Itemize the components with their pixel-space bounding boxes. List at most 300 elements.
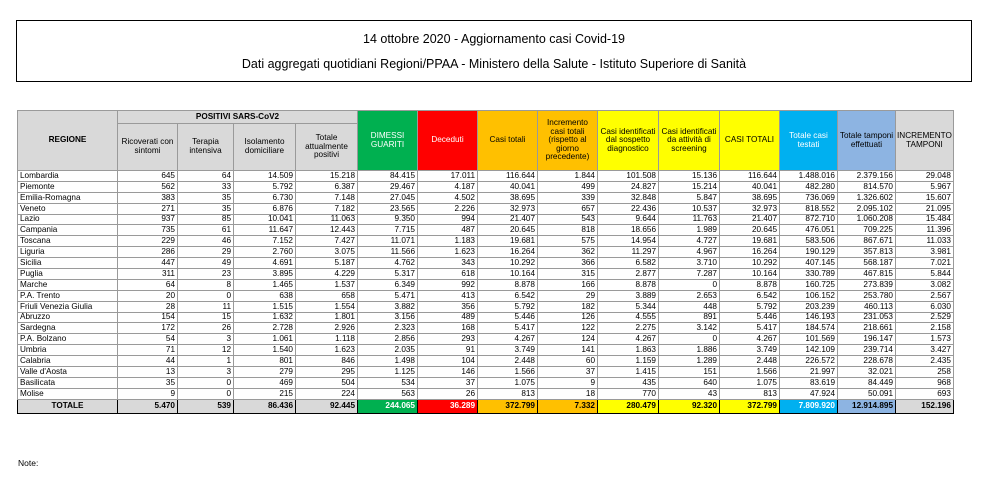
total-cell: 12.914.895 <box>838 399 896 413</box>
data-cell: 218.661 <box>838 323 896 334</box>
data-cell: 1.632 <box>234 312 296 323</box>
data-cell: 5.317 <box>358 269 418 280</box>
data-cell: 343 <box>418 258 478 269</box>
data-cell: 339 <box>538 192 598 203</box>
data-cell: 1.573 <box>896 334 954 345</box>
data-cell: 3.889 <box>598 290 659 301</box>
data-cell: 16.264 <box>478 247 538 258</box>
data-cell: 937 <box>118 214 178 225</box>
data-cell: 15.218 <box>296 171 358 182</box>
data-cell: 2.448 <box>478 356 538 367</box>
data-cell: 29.467 <box>358 181 418 192</box>
data-cell: 315 <box>538 269 598 280</box>
region-name-cell: Piemonte <box>18 181 118 192</box>
region-name-cell: Lombardia <box>18 171 118 182</box>
data-cell: 2.877 <box>598 269 659 280</box>
data-cell: 575 <box>538 236 598 247</box>
data-cell: 253.780 <box>838 290 896 301</box>
data-cell: 37 <box>418 377 478 388</box>
data-cell: 196.147 <box>838 334 896 345</box>
data-cell: 21.997 <box>780 367 838 378</box>
data-cell: 1.623 <box>418 247 478 258</box>
data-cell: 14.954 <box>598 236 659 247</box>
data-cell: 818 <box>538 225 598 236</box>
data-cell: 122 <box>538 323 598 334</box>
data-cell: 295 <box>296 367 358 378</box>
data-cell: 154 <box>118 312 178 323</box>
data-cell: 20.645 <box>478 225 538 236</box>
data-cell: 818.552 <box>780 203 838 214</box>
data-cell: 640 <box>659 377 720 388</box>
table-row <box>18 279 954 290</box>
region-name-cell: Sicilia <box>18 258 118 269</box>
col-header-ricoverati: Ricoverati con sintomi <box>118 124 178 171</box>
total-cell: 280.479 <box>598 399 659 413</box>
data-cell: 1.537 <box>296 279 358 290</box>
region-name-cell: Friuli Venezia Giulia <box>18 301 118 312</box>
data-cell: 32.973 <box>720 203 780 214</box>
data-cell: 2.323 <box>358 323 418 334</box>
data-cell: 9.644 <box>598 214 659 225</box>
data-cell: 1.488.016 <box>780 171 838 182</box>
data-cell: 28 <box>118 301 178 312</box>
data-cell: 2.095.102 <box>838 203 896 214</box>
data-cell: 7.148 <box>296 192 358 203</box>
data-cell: 160.725 <box>780 279 838 290</box>
total-cell: 539 <box>178 399 234 413</box>
data-cell: 814.570 <box>838 181 896 192</box>
data-cell: 10.164 <box>720 269 780 280</box>
data-cell: 190.129 <box>780 247 838 258</box>
data-cell: 17.011 <box>418 171 478 182</box>
data-cell: 1.498 <box>358 356 418 367</box>
data-cell: 12.443 <box>296 225 358 236</box>
data-cell: 5.344 <box>598 301 659 312</box>
table-row <box>18 192 954 203</box>
data-cell: 0 <box>178 388 234 399</box>
data-cell: 6.730 <box>234 192 296 203</box>
data-cell: 813 <box>478 388 538 399</box>
data-cell: 239.714 <box>838 345 896 356</box>
col-header-incremento-tamponi: INCREMENTO TAMPONI <box>896 111 954 171</box>
table-row <box>18 214 954 225</box>
data-cell: 168 <box>418 323 478 334</box>
data-cell: 85 <box>178 214 234 225</box>
data-cell: 460.113 <box>838 301 896 312</box>
data-cell: 279 <box>234 367 296 378</box>
data-cell: 258 <box>896 367 954 378</box>
data-cell: 1.060.208 <box>838 214 896 225</box>
data-cell: 383 <box>118 192 178 203</box>
data-cell: 47.924 <box>780 388 838 399</box>
total-cell: 92.445 <box>296 399 358 413</box>
data-cell: 4.502 <box>418 192 478 203</box>
data-cell: 24.827 <box>598 181 659 192</box>
data-cell: 13 <box>118 367 178 378</box>
data-cell: 226.572 <box>780 356 838 367</box>
data-cell: 116.644 <box>478 171 538 182</box>
data-cell: 6.387 <box>296 181 358 192</box>
data-cell: 6.582 <box>598 258 659 269</box>
data-cell: 407.145 <box>780 258 838 269</box>
data-cell: 657 <box>538 203 598 214</box>
data-cell: 4.267 <box>720 334 780 345</box>
data-cell: 482.280 <box>780 181 838 192</box>
total-cell: 244.065 <box>358 399 418 413</box>
data-cell: 5.446 <box>720 312 780 323</box>
data-cell: 84.449 <box>838 377 896 388</box>
data-cell: 1.465 <box>234 279 296 290</box>
data-cell: 12 <box>178 345 234 356</box>
region-name-cell: Abruzzo <box>18 312 118 323</box>
total-cell: 152.196 <box>896 399 954 413</box>
data-cell: 32.021 <box>838 367 896 378</box>
data-cell: 9 <box>538 377 598 388</box>
data-cell: 813 <box>720 388 780 399</box>
data-cell: 50.091 <box>838 388 896 399</box>
data-cell: 32.973 <box>478 203 538 214</box>
data-cell: 2.379.156 <box>838 171 896 182</box>
data-cell: 563 <box>358 388 418 399</box>
total-cell: 36.289 <box>418 399 478 413</box>
data-cell: 3.981 <box>896 247 954 258</box>
data-cell: 1.566 <box>720 367 780 378</box>
data-cell: 10.292 <box>720 258 780 269</box>
data-cell: 2.275 <box>598 323 659 334</box>
data-cell: 35 <box>118 377 178 388</box>
group-header-positivi: POSITIVI SARS-CoV2 <box>118 111 358 124</box>
data-cell: 29.048 <box>896 171 954 182</box>
data-cell: 2.728 <box>234 323 296 334</box>
data-cell: 645 <box>118 171 178 182</box>
region-name-cell: Puglia <box>18 269 118 280</box>
data-cell: 19.681 <box>478 236 538 247</box>
data-cell: 3.075 <box>296 247 358 258</box>
data-cell: 487 <box>418 225 478 236</box>
data-cell: 224 <box>296 388 358 399</box>
data-cell: 1.886 <box>659 345 720 356</box>
data-cell: 447 <box>118 258 178 269</box>
data-cell: 413 <box>418 290 478 301</box>
col-header-casi-totali-2: CASI TOTALI <box>720 111 780 171</box>
data-cell: 476.051 <box>780 225 838 236</box>
region-name-cell: Umbria <box>18 345 118 356</box>
data-cell: 2.760 <box>234 247 296 258</box>
data-cell: 182 <box>538 301 598 312</box>
totals-label: TOTALE <box>18 399 118 413</box>
data-cell: 60 <box>538 356 598 367</box>
data-cell: 534 <box>358 377 418 388</box>
data-cell: 101.508 <box>598 171 659 182</box>
data-cell: 3.082 <box>896 279 954 290</box>
data-cell: 7.715 <box>358 225 418 236</box>
data-cell: 5.471 <box>358 290 418 301</box>
data-cell: 568.187 <box>838 258 896 269</box>
data-cell: 64 <box>178 171 234 182</box>
data-cell: 18.656 <box>598 225 659 236</box>
data-cell: 499 <box>538 181 598 192</box>
data-cell: 10.164 <box>478 269 538 280</box>
data-cell: 293 <box>418 334 478 345</box>
data-cell: 29 <box>178 247 234 258</box>
data-cell: 4.967 <box>659 247 720 258</box>
data-cell: 271 <box>118 203 178 214</box>
data-cell: 9 <box>118 388 178 399</box>
data-cell: 357.813 <box>838 247 896 258</box>
data-cell: 770 <box>598 388 659 399</box>
region-name-cell: Liguria <box>18 247 118 258</box>
col-header-tamponi: Totale tamponi effettuati <box>838 111 896 171</box>
data-cell: 231.053 <box>838 312 896 323</box>
table-row <box>18 388 954 399</box>
data-cell: 330.789 <box>780 269 838 280</box>
data-cell: 106.152 <box>780 290 838 301</box>
data-cell: 4.555 <box>598 312 659 323</box>
table-row <box>18 236 954 247</box>
data-cell: 40.041 <box>478 181 538 192</box>
data-cell: 16.264 <box>720 247 780 258</box>
data-cell: 32.848 <box>598 192 659 203</box>
data-cell: 46 <box>178 236 234 247</box>
data-cell: 1.566 <box>478 367 538 378</box>
table-row <box>18 258 954 269</box>
data-cell: 5.446 <box>478 312 538 323</box>
data-cell: 658 <box>296 290 358 301</box>
table-row <box>18 269 954 280</box>
region-name-cell: P.A. Trento <box>18 290 118 301</box>
data-cell: 71 <box>118 345 178 356</box>
table-row <box>18 367 954 378</box>
covid-data-table <box>17 110 954 414</box>
data-cell: 10.537 <box>659 203 720 214</box>
data-cell: 562 <box>118 181 178 192</box>
data-cell: 6.030 <box>896 301 954 312</box>
table-row <box>18 247 954 258</box>
data-cell: 15 <box>178 312 234 323</box>
data-cell: 3.882 <box>358 301 418 312</box>
region-name-cell: Veneto <box>18 203 118 214</box>
region-name-cell: Sardegna <box>18 323 118 334</box>
data-cell: 61 <box>178 225 234 236</box>
data-cell: 1.061 <box>234 334 296 345</box>
col-header-dimessi-guariti: DIMESSI GUARITI <box>358 111 418 171</box>
data-cell: 11 <box>178 301 234 312</box>
col-header-deceduti: Deceduti <box>418 111 478 171</box>
data-cell: 1.075 <box>478 377 538 388</box>
data-cell: 15.136 <box>659 171 720 182</box>
data-cell: 1 <box>178 356 234 367</box>
data-cell: 366 <box>538 258 598 269</box>
data-cell: 124 <box>538 334 598 345</box>
data-cell: 229 <box>118 236 178 247</box>
col-header-incremento-casi: Incremento casi totali (rispetto al giorno precedente) <box>538 111 598 171</box>
region-name-cell: Basilicata <box>18 377 118 388</box>
data-cell: 2.226 <box>418 203 478 214</box>
data-cell: 2.435 <box>896 356 954 367</box>
data-cell: 469 <box>234 377 296 388</box>
data-cell: 6.542 <box>720 290 780 301</box>
data-cell: 992 <box>418 279 478 290</box>
data-cell: 3.749 <box>478 345 538 356</box>
data-cell: 448 <box>659 301 720 312</box>
data-cell: 20 <box>118 290 178 301</box>
data-cell: 435 <box>598 377 659 388</box>
table-row <box>18 225 954 236</box>
col-header-regione: REGIONE <box>18 111 118 171</box>
region-name-cell: Molise <box>18 388 118 399</box>
data-cell: 356 <box>418 301 478 312</box>
data-cell: 15.484 <box>896 214 954 225</box>
data-cell: 489 <box>418 312 478 323</box>
data-cell: 101.569 <box>780 334 838 345</box>
table-row <box>18 312 954 323</box>
col-header-isolamento: Isolamento domiciliare <box>234 124 296 171</box>
table-row <box>18 181 954 192</box>
data-cell: 54 <box>118 334 178 345</box>
data-cell: 203.239 <box>780 301 838 312</box>
data-cell: 44 <box>118 356 178 367</box>
data-cell: 35 <box>178 203 234 214</box>
data-cell: 126 <box>538 312 598 323</box>
data-cell: 2.035 <box>358 345 418 356</box>
data-cell: 1.125 <box>358 367 418 378</box>
data-cell: 8 <box>178 279 234 290</box>
data-cell: 38.695 <box>720 192 780 203</box>
data-cell: 5.844 <box>896 269 954 280</box>
data-cell: 3.895 <box>234 269 296 280</box>
total-cell: 5.470 <box>118 399 178 413</box>
data-cell: 968 <box>896 377 954 388</box>
data-cell: 2.653 <box>659 290 720 301</box>
data-cell: 23.565 <box>358 203 418 214</box>
data-cell: 146 <box>418 367 478 378</box>
data-cell: 6.542 <box>478 290 538 301</box>
data-cell: 2.567 <box>896 290 954 301</box>
data-cell: 4.229 <box>296 269 358 280</box>
data-cell: 1.554 <box>296 301 358 312</box>
region-name-cell: Marche <box>18 279 118 290</box>
data-cell: 4.727 <box>659 236 720 247</box>
data-cell: 1.183 <box>418 236 478 247</box>
data-cell: 20.645 <box>720 225 780 236</box>
data-cell: 467.815 <box>838 269 896 280</box>
data-cell: 994 <box>418 214 478 225</box>
region-name-cell: P.A. Bolzano <box>18 334 118 345</box>
data-cell: 33 <box>178 181 234 192</box>
data-cell: 2.926 <box>296 323 358 334</box>
data-cell: 184.574 <box>780 323 838 334</box>
data-cell: 11.297 <box>598 247 659 258</box>
data-cell: 2.158 <box>896 323 954 334</box>
report-header <box>16 20 972 82</box>
data-cell: 15.214 <box>659 181 720 192</box>
data-cell: 104 <box>418 356 478 367</box>
data-cell: 11.033 <box>896 236 954 247</box>
data-cell: 116.644 <box>720 171 780 182</box>
data-cell: 21.407 <box>478 214 538 225</box>
data-cell: 5.847 <box>659 192 720 203</box>
data-cell: 5.417 <box>478 323 538 334</box>
data-cell: 8.878 <box>720 279 780 290</box>
data-cell: 11.063 <box>296 214 358 225</box>
table-row <box>18 345 954 356</box>
data-cell: 362 <box>538 247 598 258</box>
col-header-casi-screening: Casi identificati da attività di screening <box>659 111 720 171</box>
data-cell: 64 <box>118 279 178 290</box>
data-cell: 3 <box>178 334 234 345</box>
data-cell: 5.792 <box>234 181 296 192</box>
data-cell: 83.619 <box>780 377 838 388</box>
data-cell: 10.041 <box>234 214 296 225</box>
note-label: Note: <box>18 458 39 468</box>
data-cell: 11.071 <box>358 236 418 247</box>
data-cell: 11.763 <box>659 214 720 225</box>
data-cell: 6.876 <box>234 203 296 214</box>
data-cell: 1.515 <box>234 301 296 312</box>
col-header-casi-totali: Casi totali <box>478 111 538 171</box>
data-cell: 3.142 <box>659 323 720 334</box>
data-cell: 26 <box>418 388 478 399</box>
total-cell: 92.320 <box>659 399 720 413</box>
data-cell: 0 <box>178 290 234 301</box>
data-cell: 11.396 <box>896 225 954 236</box>
data-cell: 166 <box>538 279 598 290</box>
data-cell: 49 <box>178 258 234 269</box>
data-cell: 504 <box>296 377 358 388</box>
data-cell: 3.749 <box>720 345 780 356</box>
table-row <box>18 203 954 214</box>
data-cell: 1.863 <box>598 345 659 356</box>
data-cell: 8.878 <box>598 279 659 290</box>
data-cell: 7.182 <box>296 203 358 214</box>
col-header-attualmente-positivi: Totale attualmente positivi <box>296 124 358 171</box>
data-cell: 146.193 <box>780 312 838 323</box>
data-cell: 311 <box>118 269 178 280</box>
data-cell: 846 <box>296 356 358 367</box>
data-cell: 1.623 <box>296 345 358 356</box>
region-name-cell: Valle d'Aosta <box>18 367 118 378</box>
data-cell: 228.678 <box>838 356 896 367</box>
total-cell: 7.332 <box>538 399 598 413</box>
data-cell: 4.691 <box>234 258 296 269</box>
data-cell: 1.540 <box>234 345 296 356</box>
data-cell: 2.856 <box>358 334 418 345</box>
data-cell: 801 <box>234 356 296 367</box>
data-cell: 735 <box>118 225 178 236</box>
table-row <box>18 323 954 334</box>
data-cell: 84.415 <box>358 171 418 182</box>
data-cell: 215 <box>234 388 296 399</box>
data-cell: 7.427 <box>296 236 358 247</box>
data-cell: 891 <box>659 312 720 323</box>
data-cell: 4.267 <box>478 334 538 345</box>
total-cell: 372.799 <box>478 399 538 413</box>
data-cell: 1.289 <box>659 356 720 367</box>
data-cell: 21.095 <box>896 203 954 214</box>
data-cell: 5.187 <box>296 258 358 269</box>
data-cell: 0 <box>178 377 234 388</box>
data-cell: 872.710 <box>780 214 838 225</box>
data-cell: 0 <box>659 279 720 290</box>
data-cell: 638 <box>234 290 296 301</box>
data-cell: 21.407 <box>720 214 780 225</box>
data-cell: 35 <box>178 192 234 203</box>
data-cell: 26 <box>178 323 234 334</box>
data-cell: 3 <box>178 367 234 378</box>
data-cell: 1.415 <box>598 367 659 378</box>
data-cell: 91 <box>418 345 478 356</box>
region-name-cell: Campania <box>18 225 118 236</box>
